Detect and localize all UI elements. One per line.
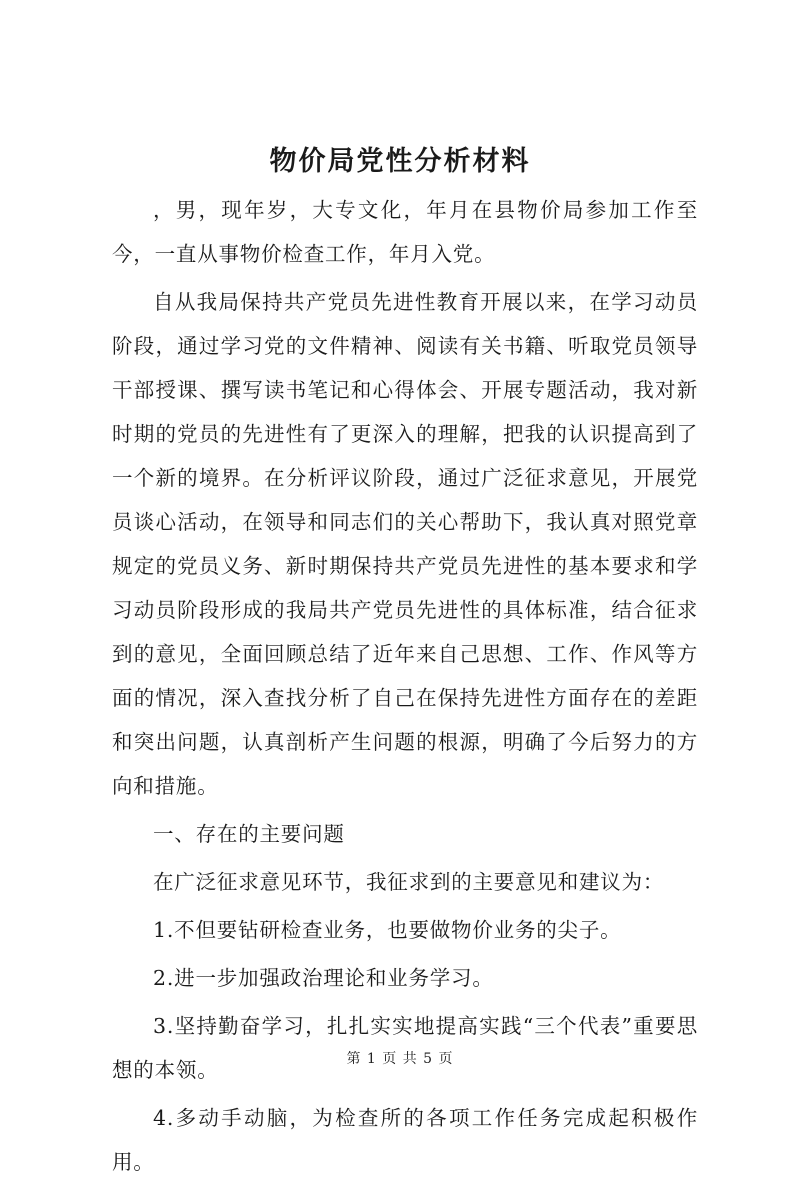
document-title: 物价局党性分析材料 <box>269 146 531 177</box>
paragraph-opinions-intro: 在广泛征求意见环节，我征求到的主要意见和建议为： <box>153 870 665 894</box>
paragraph-intro: ，男，现年岁，大专文化，年月在县物价局参加工作至今，一直从事物价检查工作，年月入党。 <box>112 198 698 266</box>
list-item: 2.进一步加强政治理论和业务学习。 <box>153 966 494 990</box>
list-item: 3.坚持勤奋学习，扎扎实实地提高实践“三个代表”重要思想的本领。 <box>112 1014 698 1082</box>
paragraph-main: 自从我局保持共产党员先进性教育开展以来，在学习动员阶段，通过学习党的文件精神、阅读有关书籍、听取党员领导干部授课、撰写读书笔记和心得体会、开展专题活动，我对新时期的党员的先进性有了更深入的理解，把我的认识提高到了一个新的境界。在分析评议阶段，通过广泛征求意见，开展党员谈心活动，在领导和同志们的关心帮助下，我认真对照党章规定的党员义务、新时期保持共产党员先进性的基本要求和学习动员阶段形成的我局共产党员先进性的具体标准，结合征求到的意见，全面回顾总结了近年来自己思想、工作、作风等方面的情况，深入查找分析了自己在保持先进性方面存在的差距和突出问题，认真剖析产生问题的根源，明确了今后努力的方向和措施。 <box>112 290 698 798</box>
section-heading: 一、存在的主要问题 <box>153 822 345 846</box>
list-item: 1.不但要钻研检查业务，也要做物价业务的尖子。 <box>153 918 622 942</box>
document-body <box>112 188 698 1184</box>
list-item: 4.多动手动脑，为检查所的各项工作任务完成起积极作用。 <box>112 1106 698 1174</box>
page-footer: 第 1 页 共 5 页 <box>346 1051 454 1067</box>
